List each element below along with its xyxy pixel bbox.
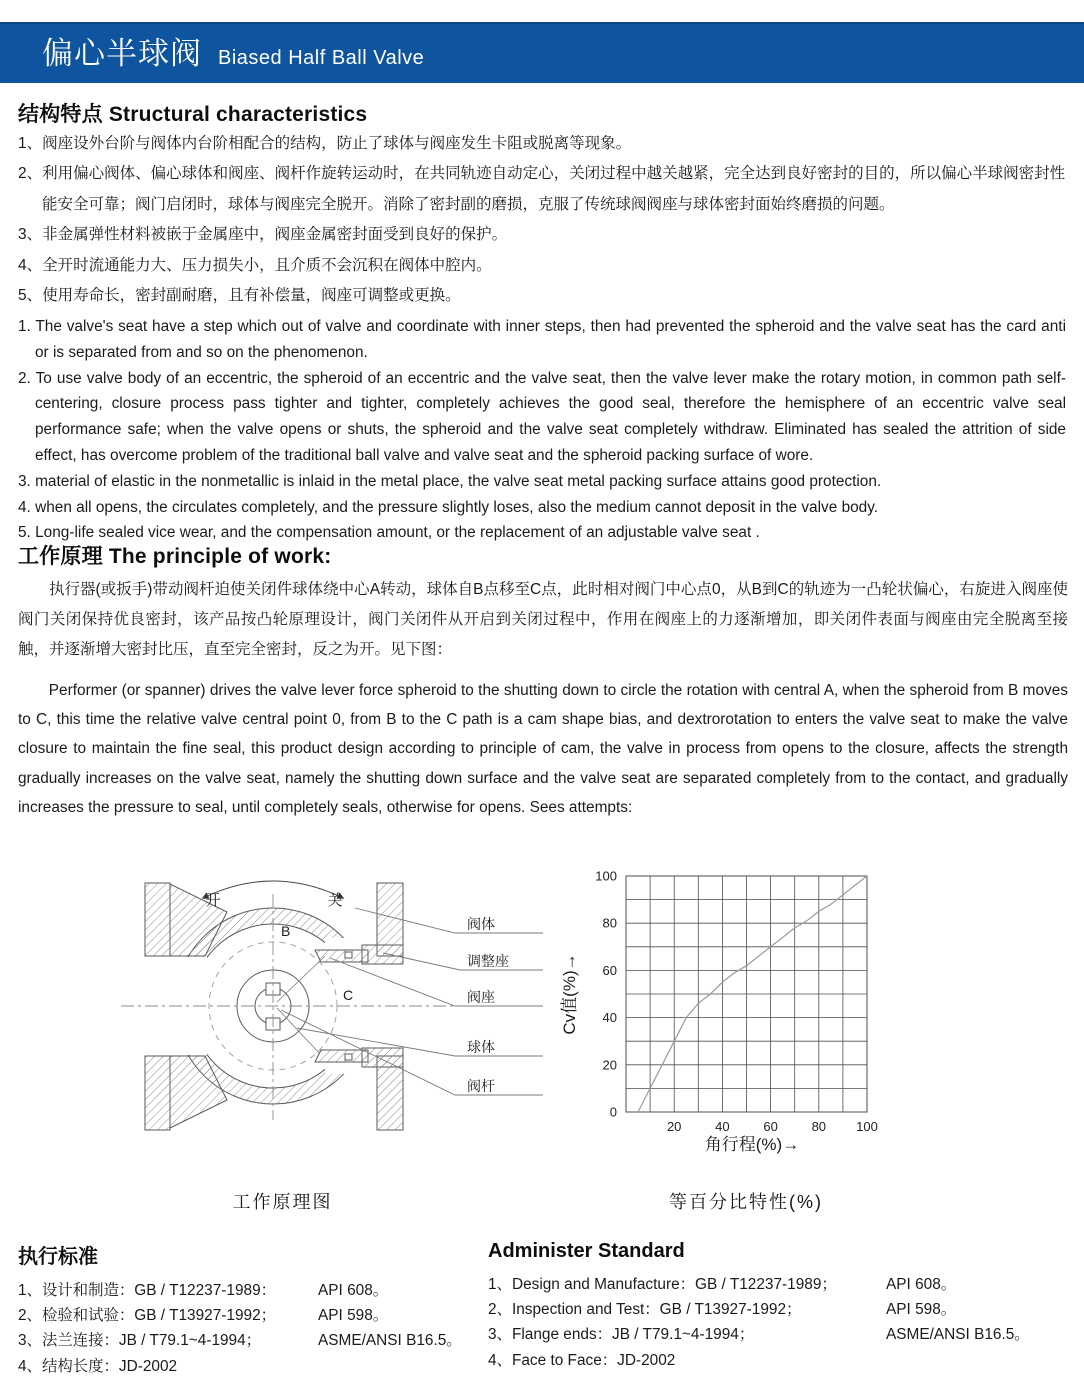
standards-heading-zh: 执行标准 xyxy=(18,1246,98,1268)
principle-heading: 工作原理 The principle of work: xyxy=(18,545,332,568)
open-label: 开 xyxy=(205,892,221,909)
close-label: 关 xyxy=(327,892,343,909)
svg-text:80: 80 xyxy=(602,915,617,931)
chart-y-ticks xyxy=(595,869,617,1120)
structural-heading: 结构特点 Structural characteristics xyxy=(18,103,368,126)
structural-item-zh: 1、阀座设外台阶与阀体内台阶相配合的结构，防止了球体与阀座发生卡阻或脱离等现象。 xyxy=(18,135,632,152)
standards-row xyxy=(488,1348,1068,1373)
svg-text:40: 40 xyxy=(602,1010,617,1026)
standards-row xyxy=(18,1303,470,1328)
standard-text: 2、检验和试验：GB / T13927-1992； xyxy=(18,1307,277,1325)
svg-text:20: 20 xyxy=(666,1119,682,1134)
svg-text:100: 100 xyxy=(595,868,617,884)
valve-figure-caption: 工作原理图 xyxy=(232,1192,333,1212)
chart-x-axis-label: 角行程(%)→ xyxy=(704,1135,800,1154)
point-c-label: C xyxy=(343,987,354,1003)
standards-row xyxy=(18,1328,470,1353)
part-label-body: 阀体 xyxy=(467,916,495,932)
part-label-ball: 球体 xyxy=(467,1039,495,1055)
standard-text: 4、结构长度：JD-2002 xyxy=(18,1357,178,1375)
page-title-en: Biased Half Ball Valve xyxy=(218,47,425,69)
chart-x-ticks xyxy=(667,1119,878,1134)
standards-en xyxy=(488,1240,1068,1373)
structural-item-en: 2. To use valve body of an eccentric, the spheroid of an eccentric and the valve seat, then the valve lever make the rotary motion, in common path self-centering, closure process pass tighter and tighter, completely achieves the good seal, therefore the hemisphere of an eccentric valve seal performance safe; when the valve opens or shuts, the spheroid and the valve seat completely withdraw. Eliminated has sealed the attrition of side effect, has overcome problem of the traditional ball valve and valve seat and the spheroid packing surface of wore. xyxy=(18,369,1066,464)
svg-text:60: 60 xyxy=(602,962,617,978)
structural-item-en: 4. when all opens, the circulates completely, and the pressure slightly loses, also the medium cannot deposit in the valve body. xyxy=(18,498,879,516)
page-title-zh: 偏心半球阀 xyxy=(42,36,202,71)
part-label-seat: 阀座 xyxy=(467,989,495,1005)
header-bar xyxy=(0,22,1084,83)
structural-item-zh: 5、使用寿命长，密封副耐磨，且有补偿量，阀座可调整或更换。 xyxy=(18,287,461,305)
standard-ref: API 608。 xyxy=(318,1282,389,1299)
standards-row xyxy=(488,1272,1068,1297)
standard-ref: ASME/ANSI B16.5。 xyxy=(886,1326,1030,1344)
standards-row xyxy=(488,1322,1068,1347)
standard-text: 1、设计和制造：GB / T12237-1989： xyxy=(18,1282,277,1299)
standards-row xyxy=(18,1278,470,1303)
standards-heading-en: Administer Standard xyxy=(488,1240,685,1262)
chart-figure-caption: 等百分比特性(%) xyxy=(669,1192,823,1212)
svg-text:20: 20 xyxy=(602,1057,617,1073)
chart-grid xyxy=(626,876,867,1112)
cv-chart-svg xyxy=(552,858,892,1158)
standards-row xyxy=(18,1354,470,1379)
structural-list-en xyxy=(18,314,1066,546)
structural-list-zh xyxy=(18,129,1066,311)
structural-item-en: 5. Long-life sealed vice wear, and the compensation amount, or the replacement of an adjustable valve seat . xyxy=(18,524,760,542)
svg-text:0: 0 xyxy=(609,1104,617,1120)
standards-rows-en xyxy=(488,1272,1068,1373)
svg-text:80: 80 xyxy=(811,1119,827,1134)
point-b-label: B xyxy=(281,923,291,939)
part-label-stem: 阀杆 xyxy=(467,1078,495,1094)
principle-para-en: Performer (or spanner) drives the valve lever force spheroid to the shutting down to circle the rotation with central A, when the spheroid from B moves to C, this time the relative valve central point 0, from B to the C path is a cam shape bias, and dextrorotation to enters the valve seat to make the valve closure to maintain the fine seal, this product design according to principle of cam, the valve in process from opens to the closure, affects the strength gradually increases on the valve seat, namely the shutting down surface and the valve seat are separated completely from to the contact, and gradually increases the pressure to seal, until completely seals, otherwise for opens. Sees attempts: xyxy=(18,682,1068,816)
standard-ref: API 598。 xyxy=(886,1301,957,1319)
svg-text:40: 40 xyxy=(715,1119,730,1134)
standard-text: 3、法兰连接：JB / T79.1~4-1994； xyxy=(18,1332,262,1350)
standard-text: 2、Inspection and Test：GB / T13927-1992； xyxy=(488,1301,802,1319)
structural-item-zh: 2、利用偏心阀体、偏心球体和阀座、阀杆作旋转运动时，在共同轨迹自动定心，关闭过程中越关越紧，完全达到良好密封的目的，所以偏心半球阀密封性能安全可靠；阀门启闭时，球体与阀座完全脱开。消除了密封副的磨损，克服了传统球阀阀座与球体密封面始终磨损的问题。 xyxy=(18,165,1066,213)
standards-row xyxy=(488,1297,1068,1322)
standard-ref: API 608。 xyxy=(886,1276,957,1293)
svg-text:100: 100 xyxy=(856,1119,878,1134)
standard-ref: ASME/ANSI B16.5。 xyxy=(318,1332,462,1350)
structural-item-zh: 4、全开时流通能力大、压力损失小，且介质不会沉积在阀体中腔内。 xyxy=(18,256,492,274)
standard-text: 1、Design and Manufacture：GB / T12237-1989； xyxy=(488,1276,837,1293)
standards-rows-zh xyxy=(18,1278,470,1379)
chart-y-axis-label: Cv值(%)→ xyxy=(560,953,579,1035)
svg-text:60: 60 xyxy=(763,1119,778,1134)
structural-item-en: 1. The valve's seat have a step which out of valve and coordinate with inner steps, then had prevented the spheroid and the valve seat has the card anti or is separated from and so on the phenomenon. xyxy=(18,318,1066,361)
standard-text: 4、Face to Face：JD-2002 xyxy=(488,1351,676,1369)
part-label-adjusting-seat: 调整座 xyxy=(467,953,509,969)
part-labels xyxy=(467,916,509,1094)
standard-ref: API 598。 xyxy=(318,1307,389,1325)
valve-diagram xyxy=(115,858,555,1158)
standard-text: 3、Flange ends：JB / T79.1~4-1994； xyxy=(488,1326,755,1344)
standards-zh xyxy=(18,1240,470,1379)
structural-item-zh: 3、非金属弹性材料被嵌于金属座中，阀座金属密封面受到良好的保护。 xyxy=(18,226,508,244)
structural-item-en: 3. material of elastic in the nonmetallic is inlaid in the metal place, the valve seat metal packing surface attains good protection. xyxy=(18,472,882,490)
principle-para-zh: 执行器(或扳手)带动阀杆迫使关闭件球体绕中心A转动，球体自B点移至C点，此时相对阀门中心点0，从B到C的轨迹为一凸轮状偏心，右旋进入阀座使阀门关闭保持优良密封，该产品按凸轮原理设计，阀门关闭件从开启到关闭过程中，作用在阀座上的力逐渐增加，即关闭件表面与阀座由完全脱离至接触，并逐渐增大密封比压，直至完全密封，反之为开。见下图： xyxy=(18,581,1068,659)
